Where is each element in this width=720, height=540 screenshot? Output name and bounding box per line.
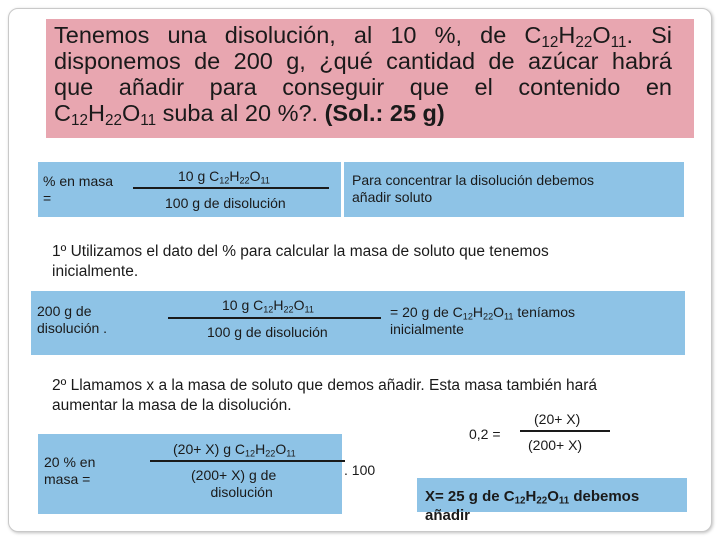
ratio-lhs: 0,2 = <box>469 426 501 442</box>
step-line: aumentar la masa de la disolución. <box>52 397 292 414</box>
denominator-line: (200+ X) g de <box>191 467 277 483</box>
subscript: 12 <box>514 495 526 507</box>
result-text: H <box>472 304 484 320</box>
numerator-text: H <box>273 297 284 313</box>
result-text: teníamos <box>513 304 575 320</box>
subscript: 22 <box>575 33 593 51</box>
fraction-bar <box>150 460 345 462</box>
problem-text: disponemos de 200 g, ¿qué cantidad de azúcar habrá <box>54 48 672 74</box>
step-2-text <box>52 376 597 416</box>
subscript: 11 <box>504 311 514 322</box>
label-line: % en masa <box>43 173 114 189</box>
problem-text: C <box>54 100 71 126</box>
initial-mass-label <box>37 303 107 337</box>
fraction-denominator: 100 g de disolución <box>165 195 286 211</box>
subscript: 11 <box>286 448 296 459</box>
subscript: 22 <box>536 495 548 507</box>
answer-text: H <box>525 488 537 505</box>
subscript: 12 <box>263 304 274 315</box>
answer-text: O <box>547 488 559 505</box>
initial-mass-box <box>31 291 685 355</box>
problem-text: Tenemos una disolución, al 10 %, de C <box>54 22 542 48</box>
result-text: O <box>493 304 505 320</box>
label-line: = <box>43 190 52 206</box>
subscript: 12 <box>462 311 473 322</box>
step-line: inicialmente. <box>52 263 139 280</box>
subscript: 12 <box>70 111 88 129</box>
answer-text: X= 25 g de C <box>425 488 515 505</box>
problem-text: que añadir para conseguir que el contenido en <box>54 74 672 100</box>
numerator-text: H <box>255 441 266 457</box>
step-line: 2º Llamamos x a la masa de soluto que demos añadir. Esta masa también hará <box>52 377 598 394</box>
numerator-text: (20+ X) g C <box>173 441 245 457</box>
problem-statement <box>54 22 672 129</box>
final-answer <box>425 487 639 525</box>
label-line: disolución . <box>37 320 108 336</box>
problem-text: H <box>558 22 576 48</box>
subscript: 12 <box>244 448 256 459</box>
step-line: 1º Utilizamos el dato del % para calcular la masa de soluto que tenemos <box>52 243 549 260</box>
fraction-numerator <box>222 297 314 314</box>
percent-mass-label <box>43 173 113 207</box>
fraction-denominator: 100 g de disolución <box>207 324 328 340</box>
subscript: 22 <box>483 311 494 322</box>
subscript: 11 <box>260 175 270 186</box>
final-percent-label <box>44 454 95 488</box>
subscript: 22 <box>283 304 294 315</box>
numerator-text: H <box>229 168 240 184</box>
subscript: 11 <box>304 304 314 315</box>
concentration-note <box>352 172 594 206</box>
numerator-text: 10 g C <box>178 168 220 184</box>
note-line: añadir soluto <box>352 189 433 205</box>
problem-text: H <box>87 100 105 126</box>
subscript: 22 <box>104 111 122 129</box>
ratio-bar <box>520 430 610 432</box>
numerator-text: O <box>275 441 287 457</box>
answer-text: añadir <box>425 507 471 524</box>
note-line: Para concentrar la disolución debemos <box>352 172 595 188</box>
problem-text: O <box>121 100 141 126</box>
subscript: 22 <box>239 175 250 186</box>
label-line: 200 g de <box>37 303 92 319</box>
problem-text: O <box>592 22 611 48</box>
denominator-line: disolución <box>210 484 273 500</box>
answer-text: debemos <box>569 488 640 505</box>
subscript: 12 <box>219 175 230 186</box>
subscript: 11 <box>140 111 157 129</box>
problem-text: . Si <box>626 22 672 48</box>
initial-solute-result <box>390 304 575 338</box>
subscript: 12 <box>541 33 559 51</box>
result-text: inicialmente <box>390 321 464 337</box>
label-line: 20 % en <box>44 454 96 470</box>
ratio-denominator: (200+ X) <box>528 437 583 453</box>
subscript: 11 <box>558 495 570 507</box>
fraction-numerator <box>178 168 270 185</box>
fraction-denominator <box>191 467 276 501</box>
step-1-text <box>52 242 549 282</box>
subscript: 11 <box>610 33 627 51</box>
fraction-bar <box>133 187 329 189</box>
solution-label: (Sol.: 25 g) <box>324 100 445 126</box>
subscript: 22 <box>265 448 276 459</box>
fraction-numerator <box>173 441 296 458</box>
ratio-numerator: (20+ X) <box>534 411 581 427</box>
result-text: = 20 g de C <box>390 304 463 320</box>
problem-text: suba al 20 %?. <box>156 100 325 126</box>
numerator-text: 10 g C <box>222 297 264 313</box>
label-line: masa = <box>44 471 91 487</box>
numerator-text: O <box>293 297 305 313</box>
times-hundred: . 100 <box>344 462 376 478</box>
fraction-bar <box>168 317 381 319</box>
numerator-text: O <box>249 168 261 184</box>
